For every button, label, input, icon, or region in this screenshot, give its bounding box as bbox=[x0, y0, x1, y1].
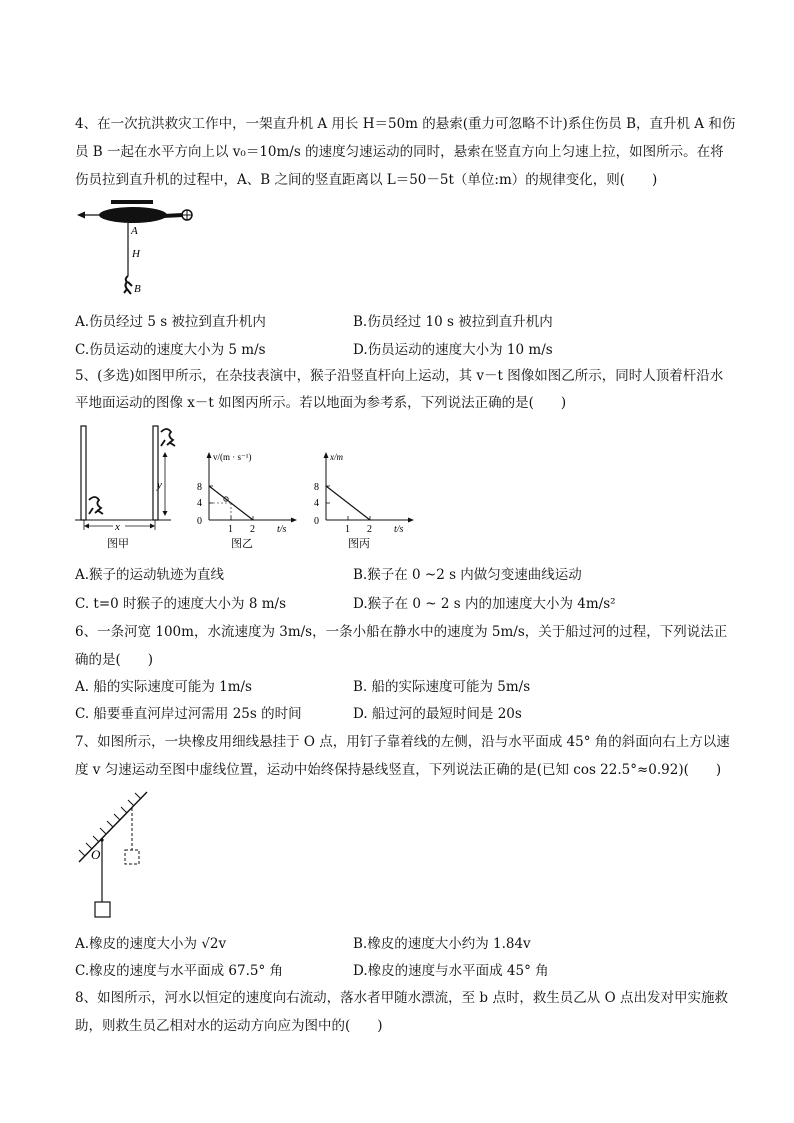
x-axis-label: x/m bbox=[330, 452, 343, 462]
q5-option-c[interactable]: C. t=0 时猴子的速度大小为 8 m/s bbox=[75, 596, 286, 612]
v-axis-label: v/(m · s⁻¹) bbox=[213, 452, 252, 462]
wounded-person bbox=[124, 276, 132, 294]
pole-right bbox=[153, 426, 158, 520]
t-tick-2-bing: 2 bbox=[367, 524, 372, 535]
q6-option-d[interactable]: D. 船过河的最短时间是 20s bbox=[353, 706, 522, 722]
q4-stem-line-2: 员 B 一起在水平方向上以 v₀＝10m/s 的速度匀速运动的同时，悬索在竖直方向上匀速上拉，如图所示。在将 bbox=[75, 144, 724, 160]
eraser bbox=[95, 902, 110, 917]
helicopter-rotor bbox=[111, 200, 153, 204]
q5-option-d[interactable]: D.猴子在 0 ~ 2 s 内的加速度大小为 4m/s² bbox=[353, 596, 616, 612]
q4-option-d[interactable]: D.伤员运动的速度大小为 10 m/s bbox=[353, 342, 553, 358]
label-h: H bbox=[132, 248, 140, 260]
q7-option-c[interactable]: C.橡皮的速度与水平面成 67.5° 角 bbox=[75, 963, 284, 979]
helicopter-figure bbox=[75, 196, 205, 300]
eraser-dashed bbox=[125, 850, 139, 864]
helicopter-body bbox=[99, 207, 167, 223]
q6-stem-line-1: 6、一条河宽 100m，水流速度为 3m/s，一条小船在静水中的速度为 5m/s，关于船过河的过程，下列说法正 bbox=[75, 624, 728, 640]
monkey-start bbox=[89, 497, 103, 514]
caption-yi: 图乙 bbox=[231, 537, 253, 550]
figure-bing bbox=[310, 448, 418, 552]
label-y: y bbox=[157, 479, 162, 491]
q6-stem-line-2: 确的是( ) bbox=[75, 652, 154, 668]
v-tick-8: 8 bbox=[197, 482, 202, 493]
q7-option-a[interactable]: A.橡皮的速度大小为 √2v bbox=[75, 936, 227, 952]
t-axis-label-yi: t/s bbox=[277, 524, 287, 535]
label-a: A bbox=[131, 225, 138, 237]
caption-jia: 图甲 bbox=[107, 537, 129, 550]
v-tick-4: 4 bbox=[197, 498, 202, 509]
q5-stem-line-2: 平地面运动的图像 x－t 如图丙所示。若以地面为参考系，下列说法正确的是( ) bbox=[75, 395, 567, 411]
q4-stem-line-3: 伤员拉到直升机的过程中，A、B 之间的竖直距离以 L＝50－5t（单位:m）的规律变化，则( ) bbox=[75, 172, 658, 188]
q4-option-a[interactable]: A.伤员经过 5 s 被拉到直升机内 bbox=[75, 314, 266, 330]
x-tick-8: 8 bbox=[314, 482, 319, 493]
q7-option-b[interactable]: B.橡皮的速度大小约为 1.84v bbox=[353, 936, 531, 952]
v-t-line bbox=[209, 486, 253, 520]
t-tick-1: 1 bbox=[228, 524, 233, 535]
eraser-figure bbox=[75, 784, 165, 924]
q7-option-d[interactable]: D.橡皮的速度与水平面成 45° 角 bbox=[353, 963, 549, 979]
q4-option-c[interactable]: C.伤员运动的速度大小为 5 m/s bbox=[75, 342, 266, 358]
q6-option-a[interactable]: A. 船的实际速度可能为 1m/s bbox=[75, 679, 252, 695]
label-o: O bbox=[91, 847, 101, 862]
t-tick-1-bing: 1 bbox=[345, 524, 350, 535]
caption-bing: 图丙 bbox=[348, 537, 370, 550]
t-tick-2: 2 bbox=[250, 524, 255, 535]
q6-option-c[interactable]: C. 船要垂直河岸过河需用 25s 的时间 bbox=[75, 706, 302, 722]
q7-stem-line-2: 度 v 匀速运动至图中虚线位置，运动中始终保持悬线竖直，下列说法正确的是(已知 cos 22.5°≈0.92)( ) bbox=[75, 762, 722, 778]
v-tick-0: 0 bbox=[197, 516, 202, 527]
q5-stem-line-1: 5、(多选)如图甲所示，在杂技表演中，猴子沿竖直杆向上运动，其 v－t 图像如图乙所示，同时人顶着杆沿水 bbox=[75, 368, 724, 384]
q5-option-b[interactable]: B.猴子在 0 ~2 s 内做匀变速曲线运动 bbox=[353, 567, 582, 583]
q8-stem-line-2: 助，则救生员乙相对水的运动方向应为图中的( ) bbox=[75, 1018, 383, 1034]
t-axis-label-bing: t/s bbox=[394, 524, 404, 535]
figure-jia bbox=[75, 422, 190, 552]
monkey-end bbox=[161, 429, 175, 446]
x-tick-4: 4 bbox=[314, 498, 319, 509]
figure-yi bbox=[193, 448, 301, 552]
pole-left bbox=[81, 426, 86, 520]
x-tick-0: 0 bbox=[314, 516, 319, 527]
label-x: x bbox=[115, 521, 120, 533]
q5-option-a[interactable]: A.猴子的运动轨迹为直线 bbox=[75, 567, 225, 583]
q4-stem-line-1: 4、在一次抗洪救灾工作中，一架直升机 A 用长 H＝50m 的悬索(重力可忽略不计)系住伤员 B，直升机 A 和伤 bbox=[75, 116, 736, 132]
x-t-line bbox=[326, 486, 370, 520]
q7-stem-line-1: 7、如图所示，一块橡皮用细线悬挂于 O 点，用钉子靠着线的左侧，沿与水平面成 45° 角的斜面向右上方以速 bbox=[75, 734, 730, 750]
q4-option-b[interactable]: B.伤员经过 10 s 被拉到直升机内 bbox=[353, 314, 553, 330]
q8-stem-line-1: 8、如图所示，河水以恒定的速度向右流动，落水者甲随水漂流，至 b 点时，救生员乙从 O 点出发对甲实施救 bbox=[75, 990, 728, 1006]
q6-option-b[interactable]: B. 船的实际速度可能为 5m/s bbox=[353, 679, 531, 695]
label-b: B bbox=[134, 283, 141, 295]
